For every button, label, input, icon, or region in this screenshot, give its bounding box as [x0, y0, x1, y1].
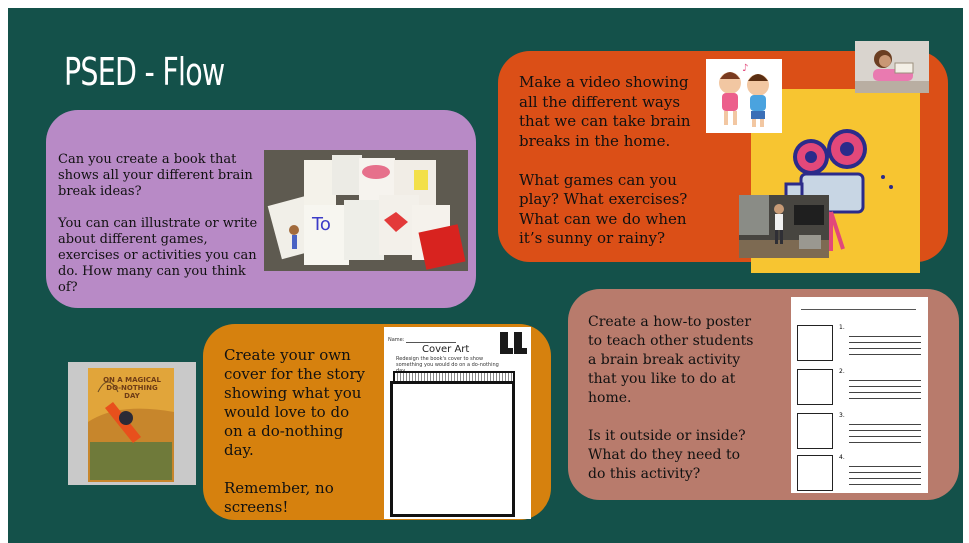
- poster-title-line: [801, 309, 916, 310]
- worksheet-heading: Cover Art: [422, 344, 470, 355]
- step-lines: [849, 331, 921, 357]
- book-activity-text: Can you create a book that shows all your different brain break ideas? You can can illustrate or write about different games, exercises or activities you can do. How many can you think of?: [58, 152, 258, 295]
- video-activity-text: Make a video showing all the different ways that we can take brain breaks in the home. What games can you play? What exercises? What can we do when it’s sunny or rainy?: [519, 73, 691, 247]
- cover-activity-card: [203, 324, 551, 520]
- step-lines: [849, 375, 921, 401]
- how-to-poster-template: [791, 297, 928, 493]
- cover-art-worksheet: [384, 327, 531, 519]
- name-line: [406, 342, 456, 343]
- step-number: 1.: [839, 324, 845, 331]
- worksheet-instruction: Redesign the book's cover to show something you would do on a do-nothing: [396, 356, 499, 368]
- step-picture-box: [797, 369, 833, 405]
- book-activity-card: [46, 110, 476, 308]
- boots-icon: [496, 330, 528, 356]
- cover-drawing-area: [390, 381, 515, 517]
- step-number: 2.: [839, 368, 845, 375]
- book-cover-title: ON A MAGICAL DO-NOTHING DAY: [103, 376, 161, 400]
- svg-text:♪: ♪: [742, 63, 749, 74]
- video-activity-card: [498, 51, 948, 262]
- child-reading-photo: [855, 41, 929, 93]
- cover-activity-text: Create your own cover for the story showing what you would love to do on a do-nothing day. Remember, no screens!: [224, 346, 365, 516]
- svg-text:To: To: [312, 214, 331, 235]
- step-picture-box: [797, 413, 833, 449]
- book-cover-picture: [68, 362, 196, 485]
- step-number: 4.: [839, 454, 845, 461]
- step-number: 3.: [839, 412, 845, 419]
- step-lines: [849, 419, 921, 445]
- poster-activity-card: [568, 289, 959, 500]
- page-title: PSED - Flow: [64, 50, 225, 94]
- poster-activity-text: Create a how-to poster to teach other students a brain break activity that you like to do at home. Is it outside or inside? What do they need to do this activity?: [588, 314, 754, 482]
- step-picture-box: [797, 325, 833, 361]
- child-exercising-photo: [739, 195, 829, 258]
- step-lines: [849, 461, 921, 487]
- dancing-kids-picture: [706, 59, 782, 133]
- handmade-books-photo: [264, 150, 468, 271]
- worksheet-name-label: Name:: [388, 337, 405, 343]
- step-picture-box: [797, 455, 833, 491]
